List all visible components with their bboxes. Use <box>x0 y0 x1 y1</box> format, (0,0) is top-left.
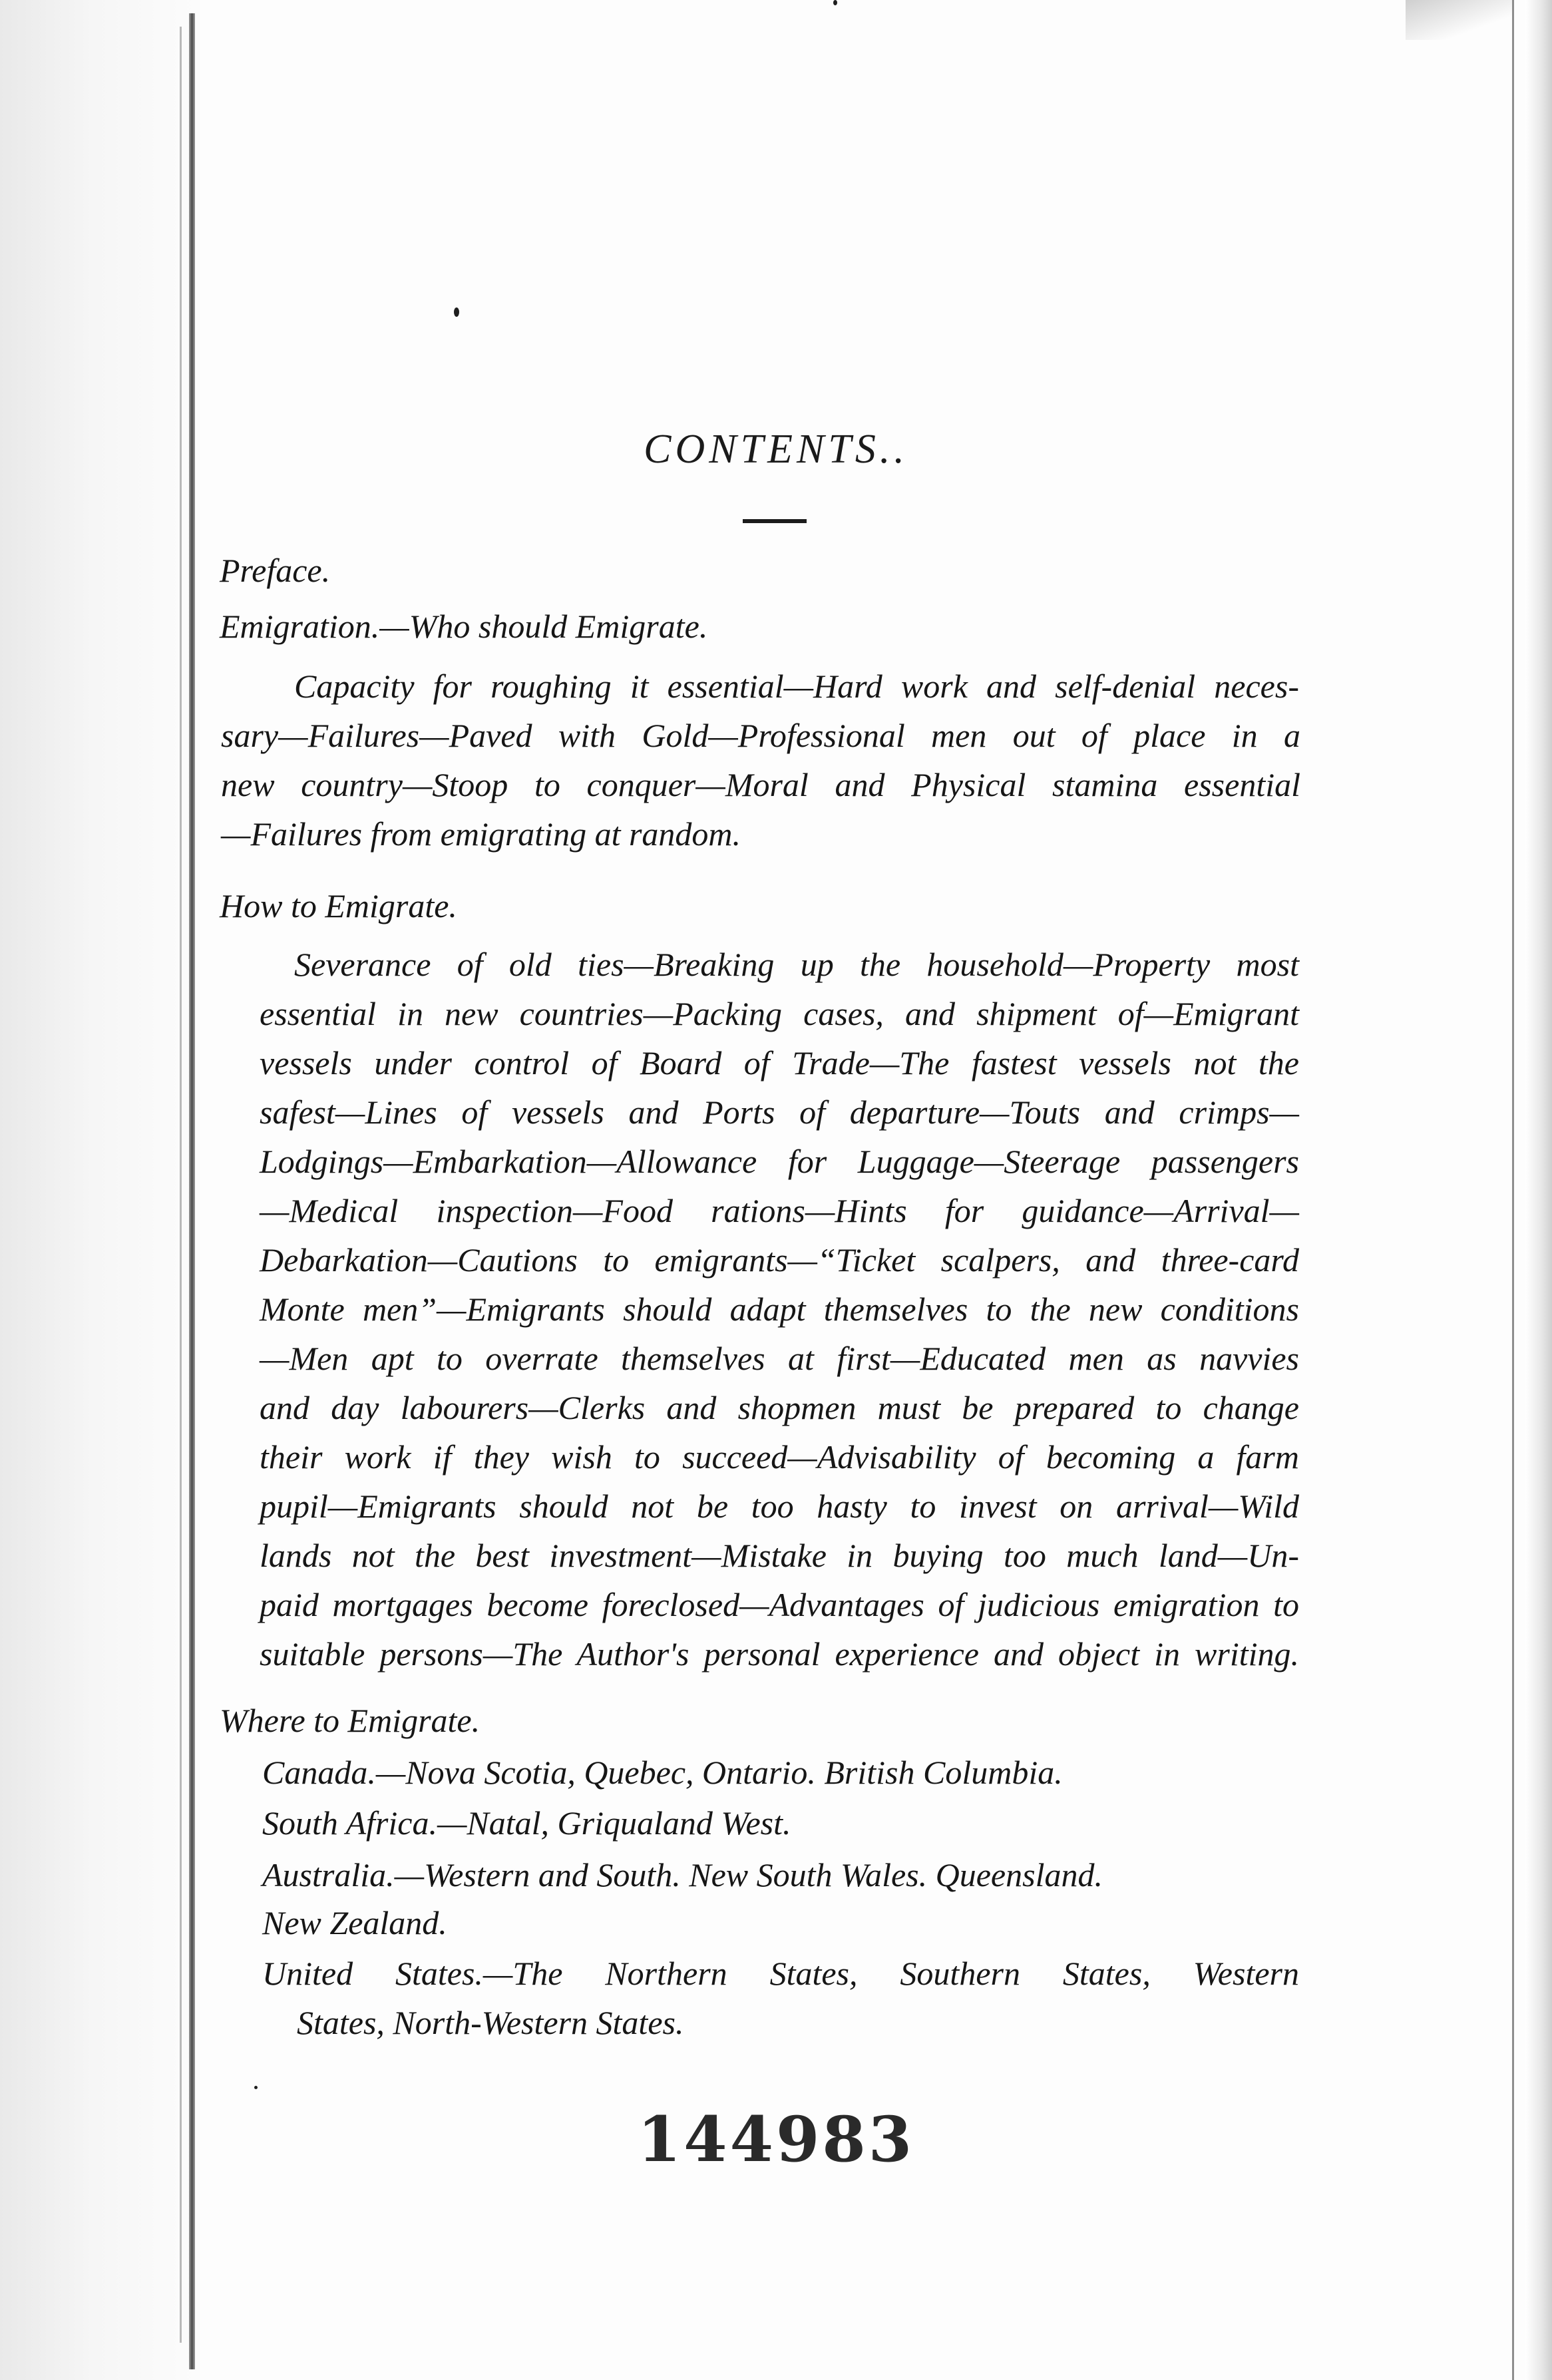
summary-line: paid mortgages become foreclosed—Advantages of judicious emigration to <box>260 1586 1299 1623</box>
how-summary <box>260 940 1299 1679</box>
summary-line: Monte men”—Emigrants should adapt themselves to the new conditions <box>260 1290 1299 1328</box>
contents-entry-where: Where to Emigrate. <box>220 1702 481 1739</box>
summary-line: suitable persons—The Author's personal experience and object in writing. <box>260 1635 1299 1673</box>
scan-right-shadow <box>1525 0 1552 2380</box>
summary-line: Lodgings—Embarkation—Allowance for Luggage—Steerage passengers <box>260 1143 1299 1180</box>
summary-line: —Medical inspection—Food rations—Hints for guidance—Arrival— <box>260 1192 1299 1229</box>
summary-line: new country—Stoop to conquer—Moral and Physical stamina essential <box>221 766 1300 803</box>
summary-line: lands not the best investment—Mistake in buying too much land—Un- <box>260 1537 1299 1574</box>
summary-line: vessels under control of Board of Trade—The fastest vessels not the <box>260 1044 1299 1082</box>
summary-line: States, North-Western States. <box>297 2004 684 2041</box>
summary-line: essential in new countries—Packing cases, and shipment of—Emigrant <box>260 995 1299 1032</box>
summary-line: —Failures from emigrating at random. <box>221 815 741 853</box>
summary-line: pupil—Emigrants should not be too hasty to invest on arrival—Wild <box>260 1487 1299 1525</box>
contents-entry-how: How to Emigrate. <box>220 887 457 924</box>
scan-corner-smudge <box>1406 0 1512 40</box>
summary-line: Capacity for roughing it essential—Hard work and self-denial neces- <box>294 668 1299 705</box>
contents-entry-preface: Preface. <box>220 552 331 589</box>
summary-line: their work if they wish to succeed—Advisability of becoming a farm <box>260 1438 1299 1476</box>
title-rule <box>743 519 807 523</box>
scan-left-shadow <box>0 0 200 2380</box>
summary-line: safest—Lines of vessels and Ports of departure—Touts and crimps— <box>260 1093 1299 1131</box>
scan-page-edge <box>189 13 195 2369</box>
scan-speck <box>454 307 459 317</box>
accession-number-stamp: 144983 <box>637 2103 915 2176</box>
scan-binding-line <box>180 27 182 2343</box>
page-title: CONTENTS.. <box>644 427 908 472</box>
where-south-africa: South Africa.—Natal, Griqualand West. <box>262 1804 791 1842</box>
summary-line: United States.—The Northern States, Southern States, Western <box>262 1955 1299 1992</box>
summary-line: sary—Failures—Paved with Gold—Professional men out of place in a <box>221 717 1300 754</box>
where-australia: Australia.—Western and South. New South Wales. Queensland. <box>262 1856 1103 1893</box>
summary-line: Severance of old ties—Breaking up the household—Property most <box>294 946 1299 983</box>
where-canada: Canada.—Nova Scotia, Quebec, Ontario. British Columbia. <box>262 1754 1063 1791</box>
summary-line: and day labourers—Clerks and shopmen must be prepared to change <box>260 1389 1299 1426</box>
where-united-states <box>262 1949 1299 2047</box>
contents-entry-emigration: Emigration.—Who should Emigrate. <box>220 608 708 645</box>
scan-speck <box>833 0 837 5</box>
summary-line: —Men apt to overrate themselves at first—Educated men as navvies <box>260 1340 1299 1377</box>
where-new-zealand: New Zealand. <box>262 1904 447 1941</box>
summary-line: Debarkation—Cautions to emigrants—“Ticket scalpers, and three-card <box>260 1241 1299 1279</box>
scan-right-edge <box>1512 0 1514 2380</box>
emigration-summary <box>221 662 1300 859</box>
scan-speck <box>254 2086 258 2089</box>
